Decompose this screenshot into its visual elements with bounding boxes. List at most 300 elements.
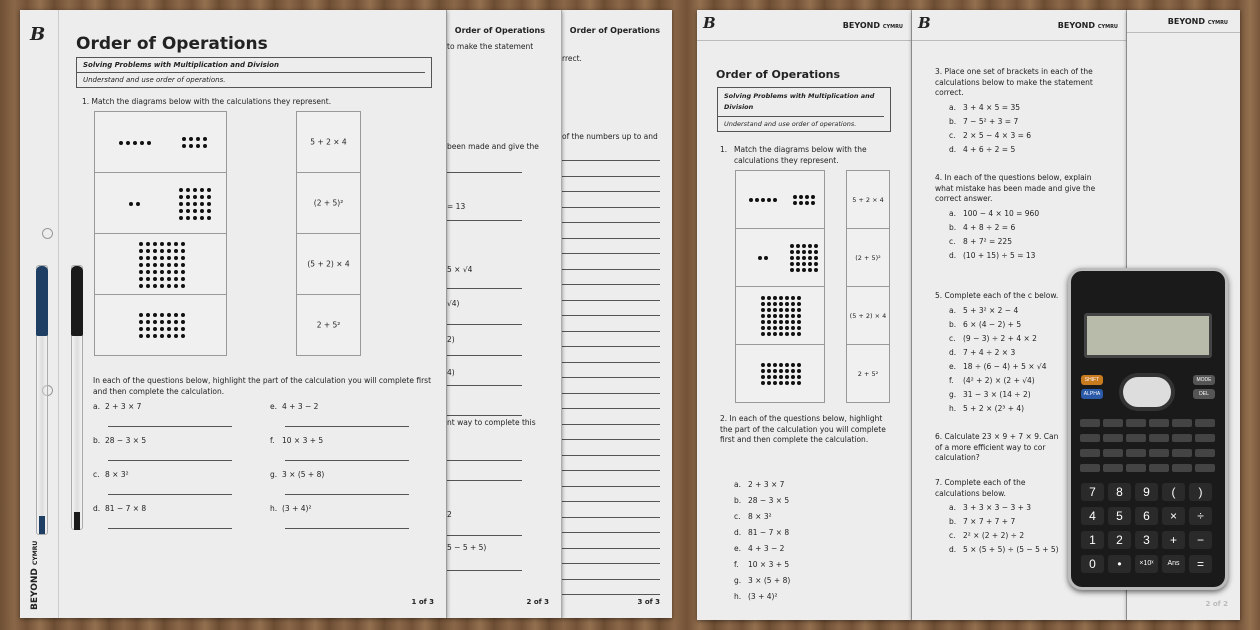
- booklet-title: Order of Operations: [716, 68, 841, 81]
- calculator-function-key[interactable]: [1126, 434, 1146, 442]
- dot: [146, 263, 150, 267]
- calculator-key-label: 4: [1089, 509, 1096, 523]
- item-label: e.: [734, 544, 741, 553]
- item-label: g.: [949, 390, 957, 399]
- dot: [207, 209, 211, 213]
- dot: [811, 201, 815, 205]
- dot: [133, 141, 137, 145]
- dot: [773, 326, 777, 330]
- item-expr: 3 × (5 + 8): [282, 470, 325, 479]
- dot: [186, 209, 190, 213]
- dot: [790, 256, 794, 260]
- fragment: to make the statement: [447, 42, 534, 51]
- dot: [167, 242, 171, 246]
- dot: [179, 202, 183, 206]
- dot: [174, 313, 178, 317]
- dot: [146, 284, 150, 288]
- item-expr: 81 − 7 × 8: [748, 528, 790, 537]
- dot: [767, 302, 771, 306]
- calculator-key[interactable]: [1189, 483, 1212, 501]
- dot: [139, 270, 143, 274]
- dot: [793, 201, 797, 205]
- dot: [146, 327, 150, 331]
- calculator-key-label: ×10ˣ: [1139, 560, 1154, 567]
- question-1-number: 1.: [720, 145, 728, 154]
- dot: [207, 216, 211, 220]
- calculator-nav-key[interactable]: [1193, 389, 1215, 399]
- calculator-key[interactable]: [1189, 555, 1212, 573]
- dot: [791, 302, 795, 306]
- objective-box: [717, 87, 891, 132]
- calculation-cell[interactable]: [846, 170, 890, 229]
- calculator-nav-key[interactable]: [1193, 375, 1215, 385]
- diagram-cell: [94, 233, 227, 295]
- calculator-function-key[interactable]: [1195, 464, 1215, 472]
- calculator-key-label: 1: [1089, 533, 1096, 547]
- dot: [773, 381, 777, 385]
- calculator-key[interactable]: [1162, 531, 1185, 549]
- answer-line[interactable]: [562, 377, 660, 378]
- answer-line[interactable]: [562, 439, 660, 440]
- answer-line[interactable]: [562, 160, 660, 161]
- item-expr: 3 + 4 × 5 = 35: [963, 103, 1021, 112]
- calculator-key[interactable]: [1108, 507, 1131, 525]
- calculator-key[interactable]: [1108, 531, 1131, 549]
- fragment: nt way to complete this: [447, 418, 536, 427]
- pen-blue[interactable]: [36, 265, 48, 535]
- dot: [160, 284, 164, 288]
- item-expr: 4 + 3 − 2: [748, 544, 785, 553]
- dot: [805, 201, 809, 205]
- dot: [773, 332, 777, 336]
- calculator-key-label: +: [1169, 533, 1177, 547]
- dot: [160, 277, 164, 281]
- item-expr: 8 + 7² = 225: [963, 237, 1012, 246]
- item-label: a.: [949, 306, 956, 315]
- dot: [160, 327, 164, 331]
- page-number: 1 of 3: [411, 598, 434, 606]
- dot: [811, 195, 815, 199]
- dot: [767, 363, 771, 367]
- dpad[interactable]: [1119, 373, 1175, 411]
- dot: [181, 242, 185, 246]
- answer-line[interactable]: [562, 517, 660, 518]
- calculator[interactable]: [1068, 268, 1228, 590]
- calculation-expr: (2 + 5)²: [313, 198, 344, 208]
- item-expr: (10 + 15) ÷ 5 = 13: [963, 251, 1036, 260]
- calculator-key[interactable]: [1162, 555, 1185, 573]
- dot: [119, 141, 123, 145]
- dot: [129, 202, 133, 206]
- answer-line[interactable]: [285, 494, 409, 495]
- dot: [153, 256, 157, 260]
- dot: [797, 314, 801, 318]
- dot: [814, 256, 818, 260]
- calculation-cell[interactable]: [296, 233, 361, 295]
- calculator-function-key[interactable]: [1149, 434, 1169, 442]
- dot: [785, 381, 789, 385]
- question: 6. Calculate 23 × 9 + 7 × 9. Can of a more efficient way to cor calculation?: [935, 432, 1059, 462]
- dot: [174, 270, 178, 274]
- dot: [779, 308, 783, 312]
- answer-line[interactable]: [562, 176, 660, 177]
- dot: [167, 249, 171, 253]
- worksheet-title: Order of Operations: [76, 34, 268, 54]
- item-label: d.: [949, 145, 957, 154]
- dot: [193, 195, 197, 199]
- item-label: h.: [734, 592, 742, 601]
- calculation-cell[interactable]: [296, 294, 361, 356]
- item-label: g.: [270, 470, 278, 479]
- calculation-expr: 5 + 2 × 4: [852, 195, 884, 204]
- question-2: In each of the questions below, highlight the part of the calculation you will complete first and then complete the calculation.: [93, 376, 432, 396]
- calculator-function-key[interactable]: [1103, 434, 1123, 442]
- dot: [797, 381, 801, 385]
- calculator-key-label: ÷: [1197, 509, 1204, 523]
- dot: [779, 369, 783, 373]
- calculator-function-key[interactable]: [1103, 464, 1123, 472]
- calculator-function-key[interactable]: [1172, 434, 1192, 442]
- dot: [797, 308, 801, 312]
- calculator-key[interactable]: [1135, 555, 1158, 573]
- dot: [174, 242, 178, 246]
- answer-line[interactable]: [447, 324, 522, 325]
- calculator-key[interactable]: [1108, 483, 1131, 501]
- dot: [153, 270, 157, 274]
- answer-line[interactable]: [562, 470, 660, 471]
- dot: [146, 320, 150, 324]
- answer-line[interactable]: [562, 300, 660, 301]
- dot: [761, 326, 765, 330]
- answer-line[interactable]: [562, 532, 660, 533]
- answer-line[interactable]: [562, 284, 660, 285]
- dot: [167, 334, 171, 338]
- calculator-function-key[interactable]: [1149, 464, 1169, 472]
- item-label: c.: [949, 531, 956, 540]
- calculator-key[interactable]: [1162, 483, 1185, 501]
- calculator-key-label: SHIFT: [1084, 377, 1100, 383]
- answer-line[interactable]: [562, 315, 660, 316]
- dot: [160, 242, 164, 246]
- dot: [160, 263, 164, 267]
- answer-line[interactable]: [108, 460, 232, 461]
- dot: [153, 277, 157, 281]
- dot: [136, 202, 140, 206]
- dot: [797, 363, 801, 367]
- calculator-key[interactable]: [1081, 531, 1104, 549]
- dot: [167, 284, 171, 288]
- brand-logo: B: [703, 14, 716, 32]
- page-number: 2 of 2: [1205, 600, 1228, 608]
- item-label: e.: [949, 362, 956, 371]
- answer-line[interactable]: [562, 269, 660, 270]
- dot: [767, 320, 771, 324]
- dot: [160, 334, 164, 338]
- item-label: b.: [949, 320, 957, 329]
- calculation-cell[interactable]: [846, 228, 890, 287]
- dot: [796, 250, 800, 254]
- item-expr: (4² + 2) × (2 + √4): [963, 376, 1035, 385]
- item-label: a.: [949, 209, 956, 218]
- answer-line[interactable]: [447, 172, 522, 173]
- objective: Understand and use order of operations.: [83, 76, 226, 84]
- item-label: f.: [734, 560, 739, 569]
- answer-line[interactable]: [562, 253, 660, 254]
- calculator-function-key[interactable]: [1149, 419, 1169, 427]
- question: 4. In each of the questions below, explain what mistake has been made and give the correct answer.: [935, 173, 1096, 203]
- calculator-function-key[interactable]: [1080, 434, 1100, 442]
- item-expr: 6 × (4 − 2) + 5: [963, 320, 1022, 329]
- dot: [181, 270, 185, 274]
- fragment: 5 − 5 + 5): [447, 543, 487, 552]
- calculator-function-key[interactable]: [1103, 449, 1123, 457]
- calculator-nav-key[interactable]: [1081, 389, 1103, 399]
- page-number: 2 of 3: [526, 598, 549, 606]
- answer-line[interactable]: [285, 426, 409, 427]
- brand-header: BEYOND CYMRU: [1057, 21, 1118, 30]
- calculator-key[interactable]: [1162, 507, 1185, 525]
- answer-line[interactable]: [285, 460, 409, 461]
- dot: [179, 216, 183, 220]
- item-expr: 31 − 3 × (14 ÷ 2): [963, 390, 1031, 399]
- dot: [181, 334, 185, 338]
- item-expr: 7 + 4 ÷ 2 × 3: [963, 348, 1016, 357]
- calculator-function-key[interactable]: [1172, 464, 1192, 472]
- answer-line[interactable]: [447, 220, 522, 221]
- dot: [160, 270, 164, 274]
- calculator-key[interactable]: [1189, 507, 1212, 525]
- item-expr: 8 × 3²: [748, 512, 772, 521]
- dot: [773, 363, 777, 367]
- answer-line[interactable]: [562, 594, 660, 595]
- calculation-cell[interactable]: [296, 111, 361, 173]
- dot: [146, 277, 150, 281]
- pen-black[interactable]: [71, 265, 83, 530]
- answer-line[interactable]: [562, 548, 660, 549]
- dot: [186, 188, 190, 192]
- dot: [153, 284, 157, 288]
- dot: [761, 332, 765, 336]
- calculator-key[interactable]: [1108, 555, 1131, 573]
- answer-line[interactable]: [108, 426, 232, 427]
- dot: [767, 375, 771, 379]
- dot: [779, 302, 783, 306]
- punch-hole: [42, 228, 53, 239]
- calculator-key[interactable]: [1135, 507, 1158, 525]
- dot: [167, 313, 171, 317]
- dot: [167, 270, 171, 274]
- item-expr: 7 − 5² + 3 = 7: [963, 117, 1019, 126]
- calculator-function-key[interactable]: [1080, 419, 1100, 427]
- dot: [779, 326, 783, 330]
- item-expr: 81 − 7 × 8: [105, 504, 147, 513]
- dot: [146, 249, 150, 253]
- dot: [767, 314, 771, 318]
- item-expr: 100 − 4 × 10 = 960: [963, 209, 1040, 218]
- dot: [797, 302, 801, 306]
- answer-line[interactable]: [447, 415, 522, 416]
- item-label: e.: [270, 402, 277, 411]
- calculator-key[interactable]: [1081, 483, 1104, 501]
- calculation-expr: 2 + 5²: [857, 369, 879, 378]
- answer-line[interactable]: [447, 355, 522, 356]
- calculator-function-key[interactable]: [1195, 449, 1215, 457]
- calculator-key-label: •: [1117, 557, 1122, 571]
- answer-line[interactable]: [562, 455, 660, 456]
- dot: [153, 313, 157, 317]
- dot: [779, 332, 783, 336]
- calculator-function-key[interactable]: [1126, 449, 1146, 457]
- question-2: 2. In each of the questions below, highlight the part of the calculation you will complete first and then complete the calculation.: [720, 414, 886, 444]
- answer-line[interactable]: [562, 424, 660, 425]
- answer-line[interactable]: [562, 191, 660, 192]
- dot: [193, 202, 197, 206]
- dot: [139, 277, 143, 281]
- dot: [797, 332, 801, 336]
- diagram-cell: [94, 294, 227, 356]
- dot: [814, 262, 818, 266]
- answer-line[interactable]: [562, 501, 660, 502]
- objective-box: [76, 57, 432, 88]
- item-label: g.: [734, 576, 742, 585]
- dot: [808, 256, 812, 260]
- calculator-key[interactable]: [1081, 507, 1104, 525]
- item-label: c.: [734, 512, 741, 521]
- item-label: a.: [734, 480, 741, 489]
- diagram-cell: [735, 286, 825, 345]
- diagram-cell: [735, 228, 825, 287]
- dot: [179, 209, 183, 213]
- calculator-nav-key[interactable]: [1081, 375, 1103, 385]
- dot: [200, 202, 204, 206]
- answer-line[interactable]: [447, 288, 522, 289]
- calculator-function-key[interactable]: [1172, 449, 1192, 457]
- dot: [793, 195, 797, 199]
- calculator-key-label: 6: [1143, 509, 1150, 523]
- dot: [797, 369, 801, 373]
- answer-line[interactable]: [447, 460, 522, 461]
- calculator-function-key[interactable]: [1080, 464, 1100, 472]
- calculator-key-label: −: [1196, 533, 1204, 547]
- answer-line[interactable]: [562, 346, 660, 347]
- calculator-function-key[interactable]: [1080, 449, 1100, 457]
- calculation-cell[interactable]: [846, 344, 890, 403]
- dot: [797, 326, 801, 330]
- dot: [167, 263, 171, 267]
- dot: [791, 381, 795, 385]
- calculator-function-key[interactable]: [1172, 419, 1192, 427]
- dot: [779, 314, 783, 318]
- calculator-key[interactable]: [1081, 555, 1104, 573]
- dot: [779, 320, 783, 324]
- dot: [808, 244, 812, 248]
- brand-header: BEYOND CYMRU: [1167, 17, 1228, 26]
- answer-line[interactable]: [562, 408, 660, 409]
- answer-line[interactable]: [108, 528, 232, 529]
- calculator-key[interactable]: [1189, 531, 1212, 549]
- dot: [761, 296, 765, 300]
- item-expr: 2 + 3 × 7: [105, 402, 142, 411]
- answer-line[interactable]: [285, 528, 409, 529]
- fragment: 2): [447, 335, 455, 344]
- dot: [761, 302, 765, 306]
- calculator-key-label: ALPHA: [1083, 391, 1101, 397]
- answer-line[interactable]: [562, 579, 660, 580]
- dot: [186, 195, 190, 199]
- dot: [761, 308, 765, 312]
- dot: [139, 313, 143, 317]
- answer-line[interactable]: [447, 385, 522, 386]
- calculator-function-key[interactable]: [1103, 419, 1123, 427]
- dot: [181, 249, 185, 253]
- calculation-cell[interactable]: [296, 172, 361, 234]
- calculation-cell[interactable]: [846, 286, 890, 345]
- item-expr: 4 + 3 − 2: [282, 402, 319, 411]
- item-expr: 5 × (5 + 5) ÷ (5 − 5 + 5): [963, 545, 1059, 554]
- brand-logo: B: [918, 14, 931, 32]
- calculator-function-key[interactable]: [1149, 449, 1169, 457]
- answer-line[interactable]: [562, 222, 660, 223]
- calculator-key[interactable]: [1135, 483, 1158, 501]
- calculator-key-label: (: [1171, 485, 1176, 499]
- item-label: d.: [93, 504, 101, 513]
- answer-line[interactable]: [447, 480, 522, 481]
- calculator-function-key[interactable]: [1195, 434, 1215, 442]
- item-label: b.: [949, 223, 957, 232]
- answer-line[interactable]: [447, 535, 522, 536]
- dot: [203, 137, 207, 141]
- calculator-key-label: 7: [1089, 485, 1096, 499]
- answer-line[interactable]: [447, 570, 522, 571]
- dot: [153, 249, 157, 253]
- dot: [797, 320, 801, 324]
- calculator-key-label: =: [1196, 557, 1204, 571]
- item-label: d.: [949, 348, 957, 357]
- question-1: 1. Match the diagrams below with the calculations they represent.: [82, 97, 332, 106]
- answer-line[interactable]: [562, 207, 660, 208]
- answer-line[interactable]: [562, 563, 660, 564]
- dot: [785, 314, 789, 318]
- calculator-function-key[interactable]: [1126, 464, 1146, 472]
- diagram-cell: [735, 170, 825, 229]
- calculator-function-key[interactable]: [1126, 419, 1146, 427]
- answer-line[interactable]: [562, 362, 660, 363]
- question: 3. Place one set of brackets in each of the calculations below to make the statement correct.: [935, 67, 1093, 97]
- objective: Understand and use order of operations.: [724, 120, 857, 128]
- dot: [174, 327, 178, 331]
- calculator-function-key[interactable]: [1195, 419, 1215, 427]
- answer-line[interactable]: [562, 238, 660, 239]
- dot: [189, 144, 193, 148]
- item-expr: 2 × 5 − 4 × 3 = 6: [963, 131, 1032, 140]
- answer-line[interactable]: [562, 331, 660, 332]
- answer-line[interactable]: [562, 486, 660, 487]
- dot: [146, 270, 150, 274]
- dot: [139, 284, 143, 288]
- dot: [791, 326, 795, 330]
- dot: [182, 144, 186, 148]
- worksheet-page-3: [562, 10, 672, 618]
- dot: [193, 188, 197, 192]
- answer-line[interactable]: [562, 393, 660, 394]
- dot: [767, 369, 771, 373]
- dot: [181, 284, 185, 288]
- answer-line[interactable]: [108, 494, 232, 495]
- dot: [181, 256, 185, 260]
- calculator-key-label: 2: [1116, 533, 1123, 547]
- calculator-key[interactable]: [1135, 531, 1158, 549]
- dot: [167, 277, 171, 281]
